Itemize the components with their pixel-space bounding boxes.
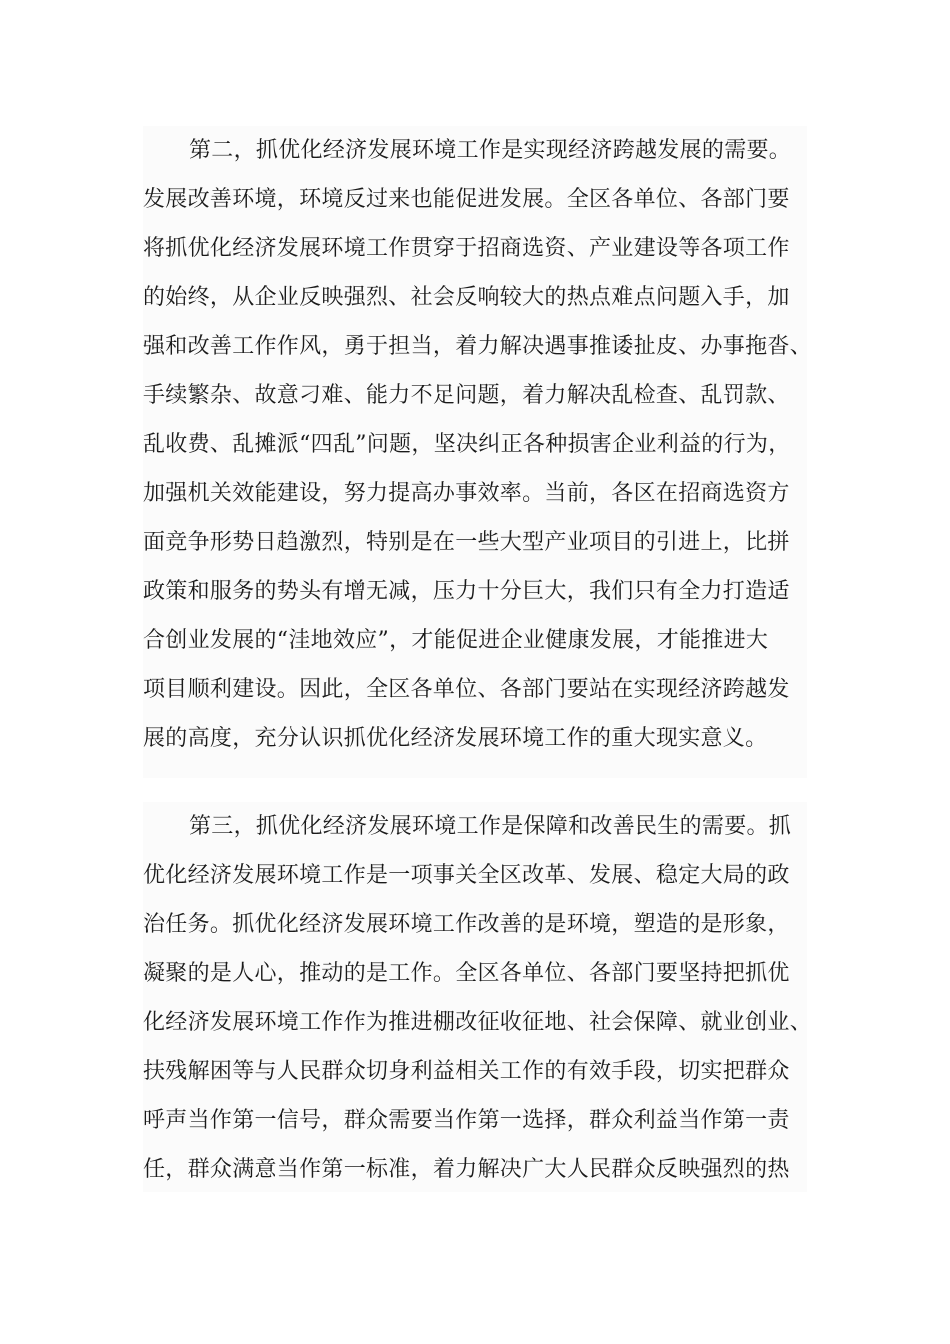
paragraph-line: 加强机关效能建设，努力提高办事效率。当前，各区在招商选资方 xyxy=(143,481,790,506)
paragraph-third xyxy=(143,802,813,1192)
paragraph-line: 合创业发展的“洼地效应”，才能促进企业健康发展，才能推进大 xyxy=(143,628,769,653)
paragraph-line: 展的高度，充分认识抓优化经济发展环境工作的重大现实意义。 xyxy=(143,726,768,751)
paragraph-line: 政策和服务的势头有增无减，压力十分巨大，我们只有全力打造适 xyxy=(143,579,790,604)
paragraph-line: 第三，抓优化经济发展环境工作是保障和改善民生的需要。抓 xyxy=(189,814,792,839)
paragraph-line: 将抓优化经济发展环境工作贯穿于招商选资、产业建设等各项工作 xyxy=(143,236,790,261)
paragraph-line: 发展改善环境，环境反过来也能促进发展。全区各单位、各部门要 xyxy=(143,187,790,212)
paragraph-line: 优化经济发展环境工作是一项事关全区改革、发展、稳定大局的政 xyxy=(143,863,790,888)
paragraph-line: 扶残解困等与人民群众切身利益相关工作的有效手段，切实把群众 xyxy=(143,1059,790,1084)
paragraph-line: 的始终，从企业反映强烈、社会反响较大的热点难点问题入手，加 xyxy=(143,285,790,310)
paragraph-line: 强和改善工作作风，勇于担当，着力解决遇事推诿扯皮、办事拖沓、 xyxy=(143,334,813,359)
paragraph-line: 面竞争形势日趋激烈，特别是在一些大型产业项目的引进上，比拼 xyxy=(143,530,790,555)
paragraph-line: 项目顺利建设。因此，全区各单位、各部门要站在实现经济跨越发 xyxy=(143,677,790,702)
paragraph-line: 任，群众满意当作第一标准，着力解决广大人民群众反映强烈的热 xyxy=(143,1157,790,1182)
paragraph-line: 化经济发展环境工作作为推进棚改征收征地、社会保障、就业创业、 xyxy=(143,1010,813,1035)
paragraph-second xyxy=(143,126,813,778)
paragraph-line: 呼声当作第一信号，群众需要当作第一选择，群众利益当作第一责 xyxy=(143,1108,790,1133)
paragraph-line: 治任务。抓优化经济发展环境工作改善的是环境，塑造的是形象， xyxy=(143,912,790,937)
paragraph-line: 乱收费、乱摊派“四乱”问题，坚决纠正各种损害企业利益的行为， xyxy=(143,432,791,457)
paragraph-line: 手续繁杂、故意刁难、能力不足问题，着力解决乱检查、乱罚款、 xyxy=(143,383,790,408)
paragraph-line: 凝聚的是人心，推动的是工作。全区各单位、各部门要坚持把抓优 xyxy=(143,961,790,986)
paragraph-line: 第二，抓优化经济发展环境工作是实现经济跨越发展的需要。 xyxy=(189,138,792,163)
